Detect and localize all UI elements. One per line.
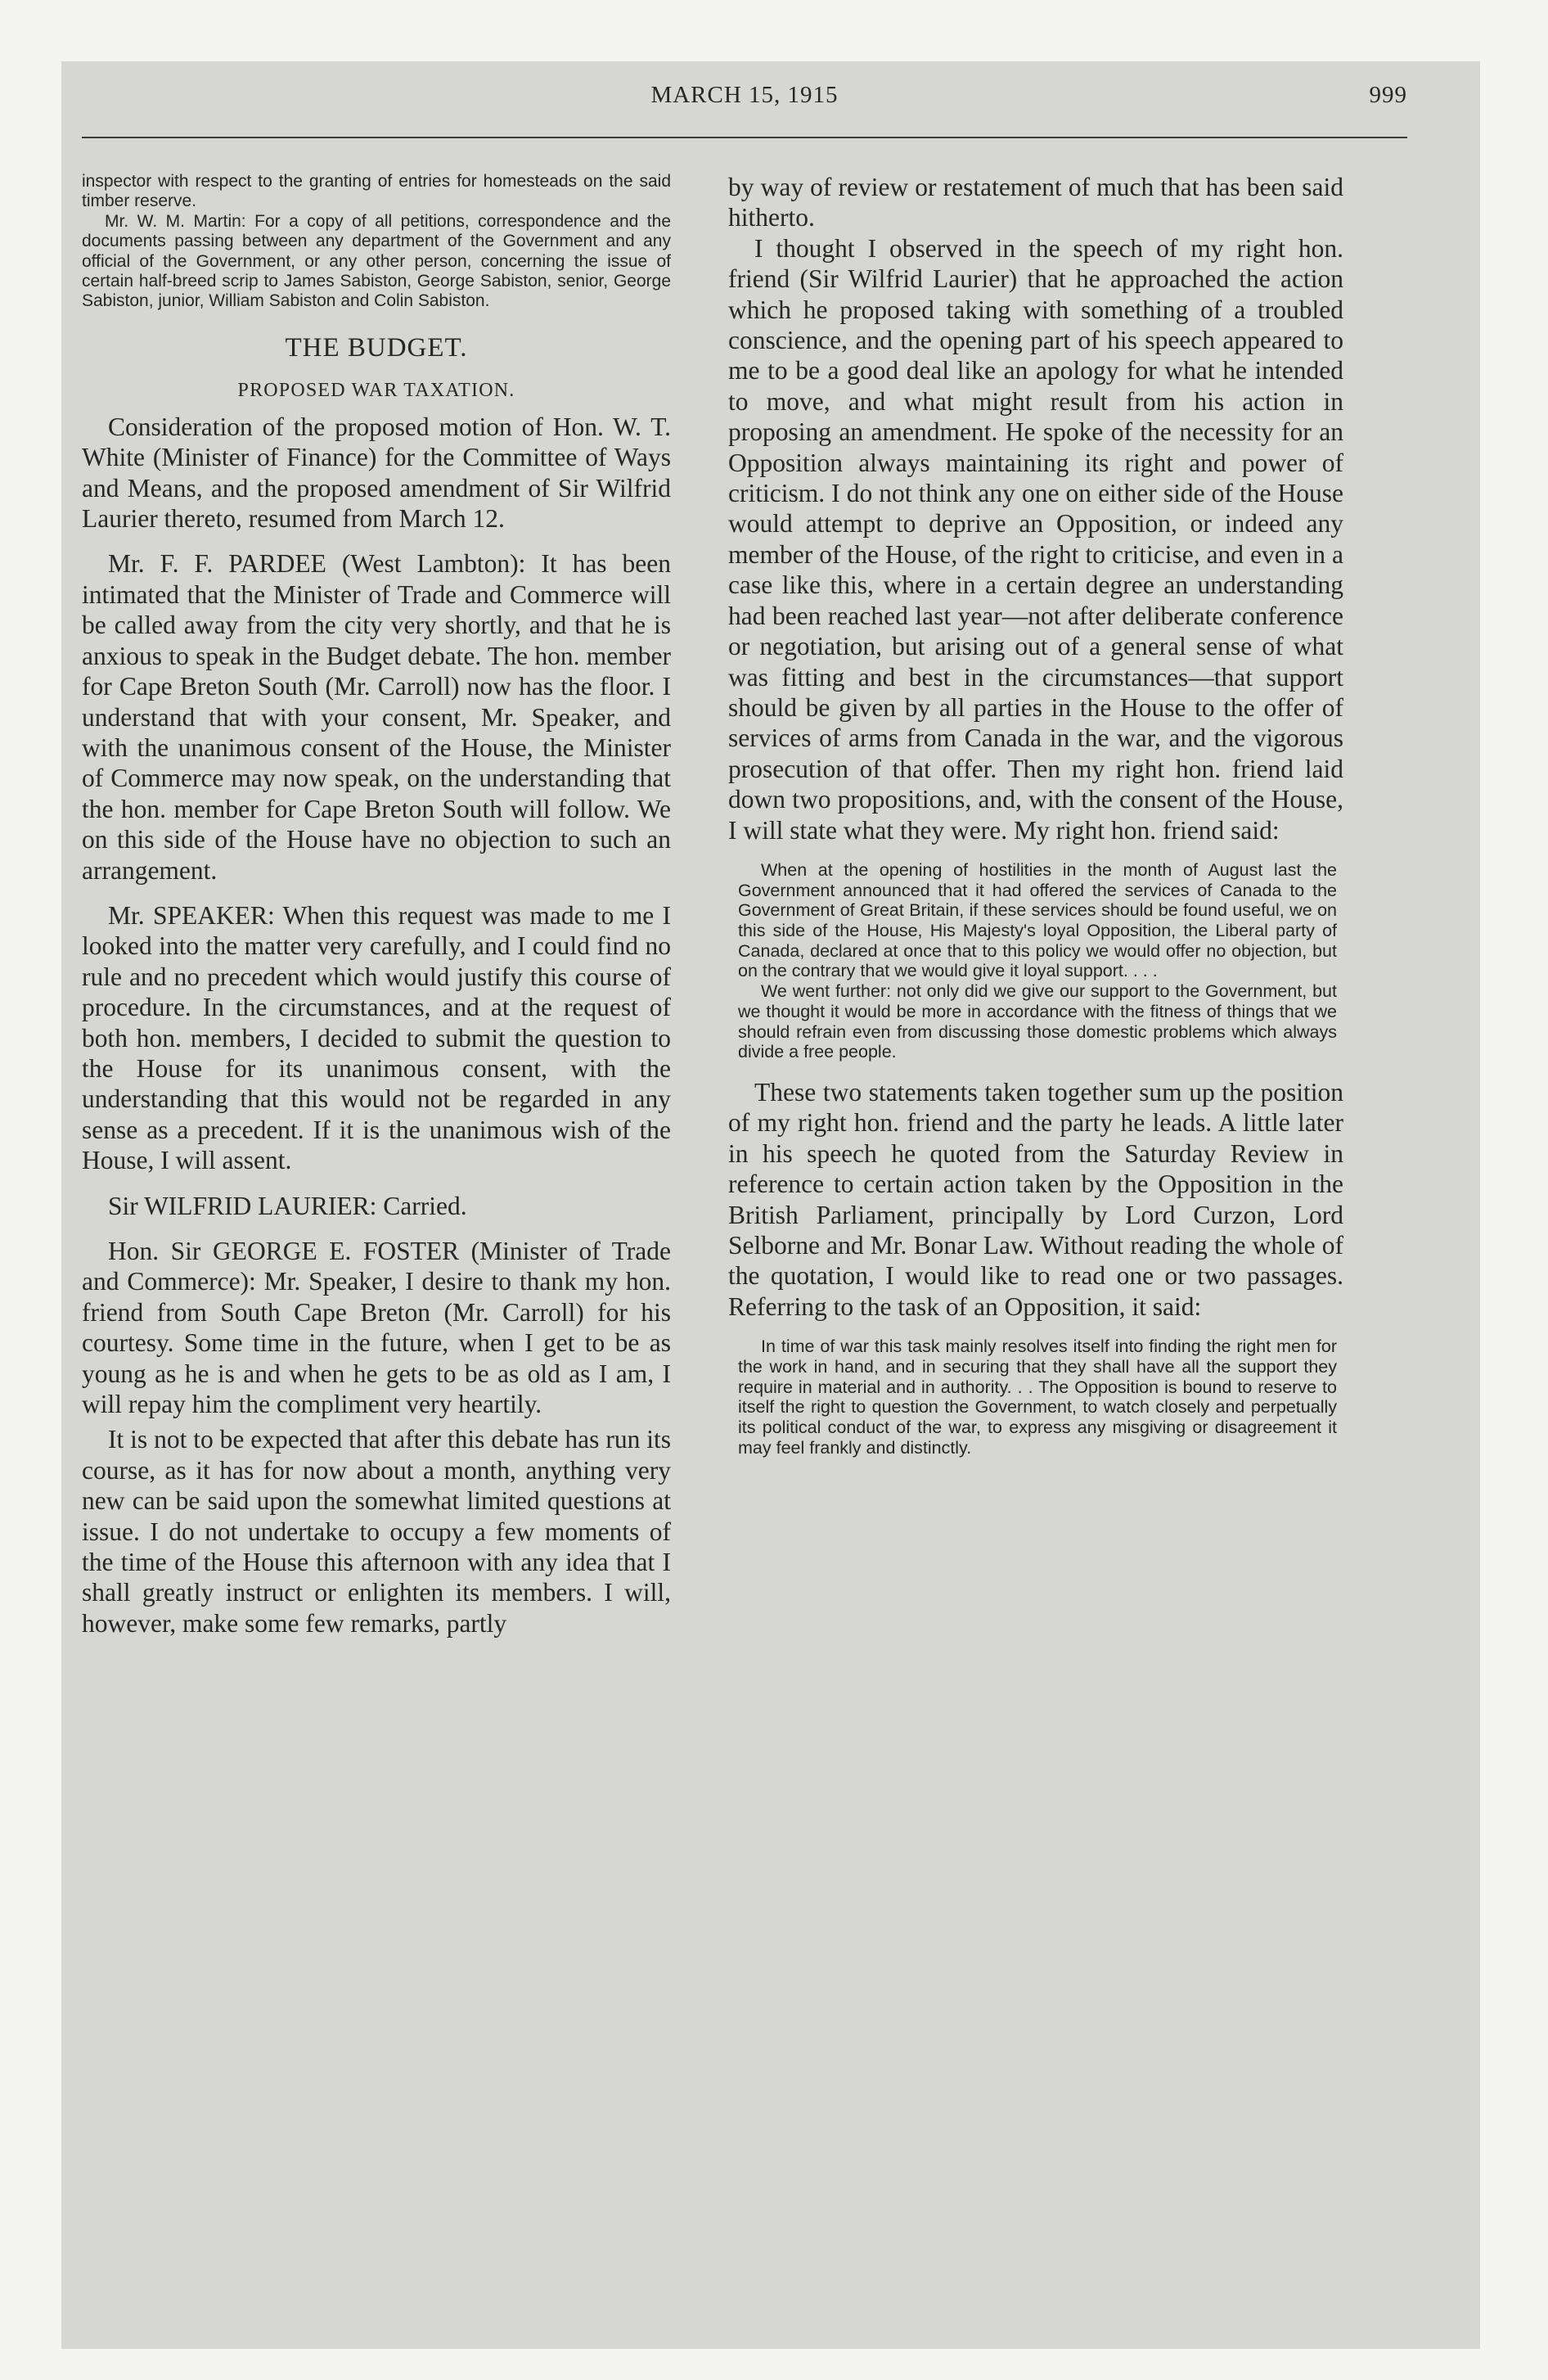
- page-header: [82, 82, 1407, 115]
- block-quote: We went further: not only did we give our support to the Government, but we thought it would be more in accordance with the fitness of things that we should refrain even from discussing those domestic problems which always divide a free people.: [738, 981, 1337, 1062]
- block-quote: In time of war this task mainly resolves itself into finding the right men for the work in hand, and in securing that they shall have all the support they require in material and in authority. . . The Opposition is bound to reserve to itself the right to question the Government, to watch closely and perpetually its political conduct of the war, to express any misgiving or disagreement it may feel frankly and distinctly.: [738, 1336, 1337, 1458]
- left-column: [82, 172, 671, 1639]
- paragraph: These two statements taken together sum up the position of my right hon. friend and the party he leads. A little later in his speech he quoted from the Saturday Review in reference to certain action taken by the Opposition in the British Parliament, principally by Lord Curzon, Lord Selborne and Mr. Bonar Law. Without reading the whole of the quotation, I would like to read one or two passages. Referring to the task of an Opposition, it said:: [728, 1077, 1343, 1321]
- paragraph: Mr. F. F. PARDEE (West Lambton): It has been intimated that the Minister of Trade and Commerce will be called away from the city very shortly, and that he is anxious to speak in the Budget debate. The hon. member for Cape Breton South (Mr. Carroll) now has the floor. I understand that with your consent, Mr. Speaker, and with the unanimous consent of the House, the Minister of Commerce may now speak, on the understanding that the hon. member for Cape Breton South will follow. We on this side of the House have no objection to such an arrangement.: [82, 549, 671, 885]
- paragraph: I thought I observed in the speech of my right hon. friend (Sir Wilfrid Laurier) that he approached the action which he proposed taking with something of a troubled conscience, and the opening part of his speech appeared to me to be a good deal like an apology for what he intended to move, and what might result from his action in proposing an amendment. He spoke of the necessity for an Opposition always maintaining its right and power of criticism. I do not think any one on either side of the House would attempt to deprive an Opposition, or indeed any member of the House, of the right to criticise, and even in a case like this, where in a certain degree an understanding had been reached last year—not after deliberate conference or negotiation, but arising out of a general sense of what was fitting and best in the circumstances—that support should be given by all parties in the House to the offer of services of arms from Canada in the war, and the vigorous prosecution of that offer. Then my right hon. friend laid down two propositions, and, with the consent of the House, I will state what they were. My right hon. friend said:: [728, 233, 1343, 845]
- paragraph: inspector with respect to the granting of entries for homesteads on the said timber reserve.: [82, 172, 671, 211]
- paragraph: Hon. Sir GEORGE E. FOSTER (Minister of Trade and Commerce): Mr. Speaker, I desire to thank my hon. friend from South Cape Breton (Mr. Carroll) for his courtesy. Some time in the future, when I get to be as young as he is and when he gets to be as old as I am, I will repay him the compliment very heartily.: [82, 1237, 671, 1419]
- paragraph: by way of review or restatement of much that has been said hitherto.: [728, 173, 1343, 232]
- paragraph: Consideration of the proposed motion of Hon. W. T. White (Minister of Finance) for the Committee of Ways and Means, and the proposed amendment of Sir Wilfrid Laurier thereto, resumed from March 12.: [82, 412, 671, 534]
- paragraph: Sir WILFRID LAURIER: Carried.: [108, 1191, 467, 1220]
- block-quote: When at the opening of hostilities in the month of August last the Government announced that it had offered the services of Canada to the Government of Great Britain, if these services should be found useful, we on this side of the House, His Majesty's loyal Opposition, the Liberal party of Canada, declared at once that to this policy we would offer no objection, but on the contrary that we would give it loyal support. . . .: [738, 859, 1337, 981]
- paragraph: It is not to be expected that after this debate has run its course, as it has for now about a month, anything very new can be said upon the somewhat limited questions at issue. I do not undertake to occupy a few moments of the time of the House this afternoon with any idea that I shall greatly instruct or enlighten its members. I will, however, make some few remarks, partly: [82, 1425, 671, 1638]
- paragraph: Mr. SPEAKER: When this request was made to me I looked into the matter very carefully, and I could find no rule and no precedent which would justify this course of procedure. In the circumstances, and at the request of both hon. members, I decided to submit the question to the House for its unanimous consent, with the understanding that this would not be regarded in any sense as a precedent. If it is the unanimous wish of the House, I will assent.: [82, 900, 671, 1175]
- paragraph: Mr. W. M. Martin: For a copy of all petitions, correspondence and the documents passing between any department of the Government and any official of the Government, or any other person, concerning the issue of certain half-breed scrip to James Sabiston, George Sabiston, senior, George Sabiston, junior, William Sabiston and Colin Sabiston.: [82, 211, 671, 311]
- section-heading: THE BUDGET.: [285, 332, 468, 363]
- header-date: MARCH 15, 1915: [650, 82, 839, 108]
- page-number: 999: [1369, 82, 1407, 108]
- section-subheading: PROPOSED WAR TAXATION.: [237, 379, 515, 401]
- header-rule: [82, 137, 1407, 138]
- right-column: [728, 172, 1343, 1458]
